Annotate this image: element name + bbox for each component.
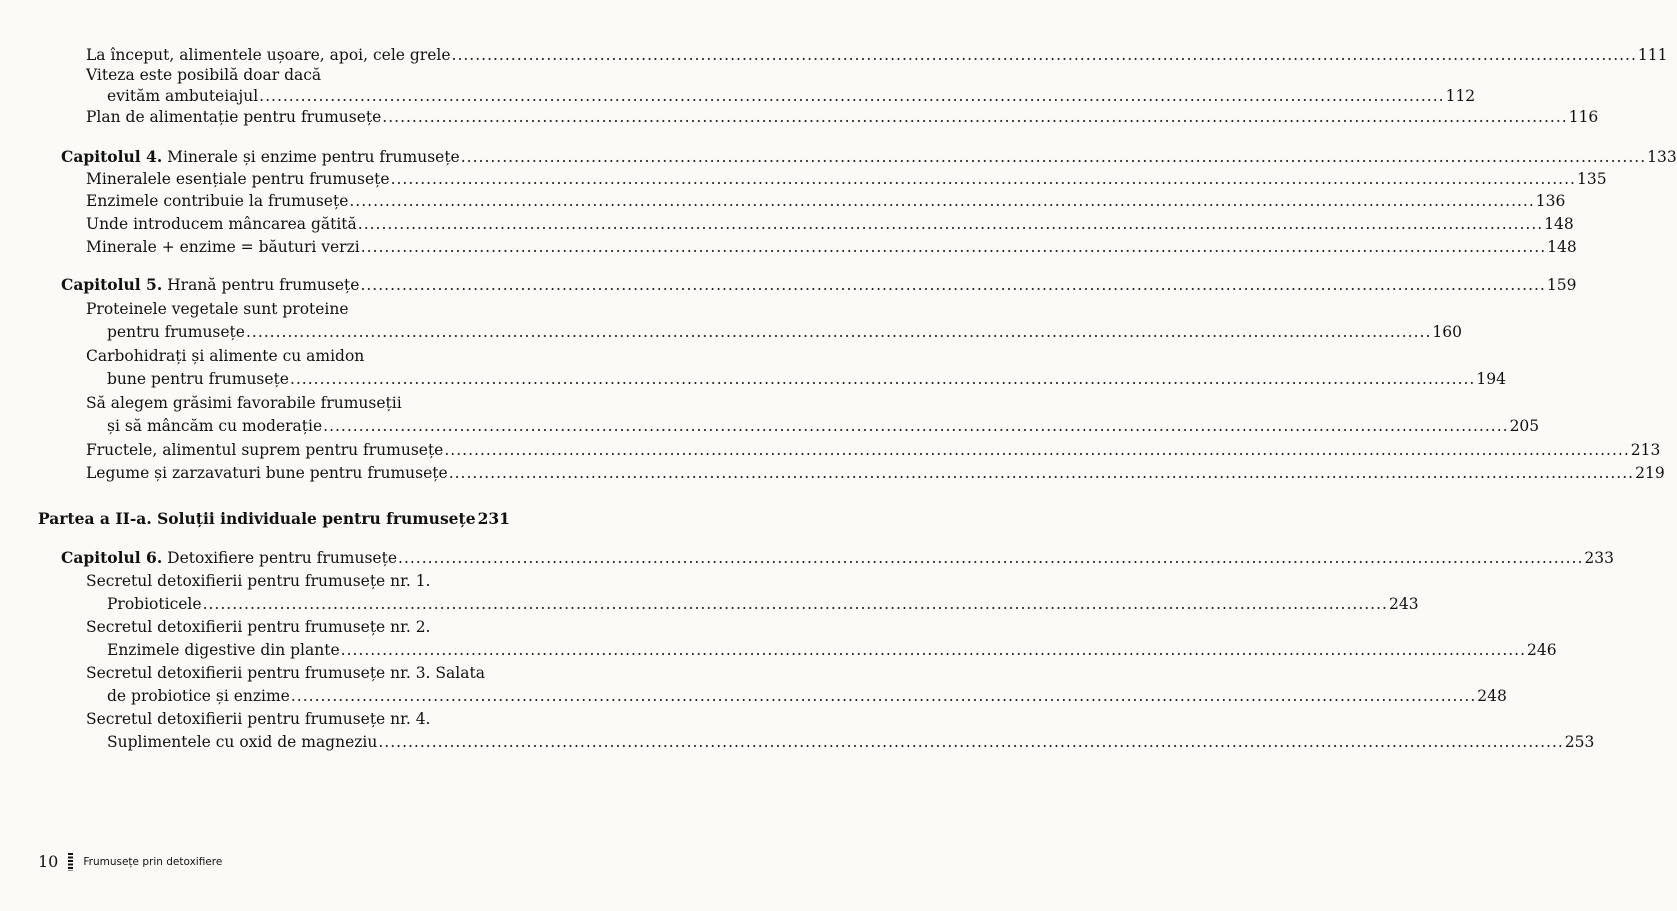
toc-entry-text: Secretul detoxifierii pentru frumusețe nr. 4. xyxy=(86,710,431,728)
page-ref: 243 xyxy=(1388,595,1419,613)
toc-label xyxy=(107,369,289,389)
toc-label xyxy=(107,732,377,752)
toc-label-text: Minerale și enzime pentru frumusețe xyxy=(162,148,460,166)
toc-label xyxy=(86,169,390,189)
toc-label-text: Probioticele xyxy=(107,595,202,613)
leader-dots: ........................................................................................................................................................................................................ xyxy=(444,441,1630,459)
toc-label-text: La început, alimentele ușoare, apoi, cele grele xyxy=(86,46,451,64)
leader-dots: ........................................................................................................................................................................................................ xyxy=(357,215,1544,233)
toc-label xyxy=(107,686,290,706)
page-ref: 133 xyxy=(1647,148,1677,166)
toc-entry xyxy=(86,191,1566,211)
toc-label-text: Legume și zarzavaturi bune pentru frumusețe xyxy=(86,464,448,482)
leader-dots: ........................................................................................................................................................................................................ xyxy=(390,170,1576,188)
toc-entry-text: Carbohidrați și alimente cu amidon xyxy=(86,347,365,365)
toc-chapter xyxy=(61,275,1577,295)
toc-label-text: Enzimele contribuie la frumusețe xyxy=(86,192,349,210)
leader-dots: ........................................................................................................................................................................................................ xyxy=(349,192,1535,210)
toc-label-text: Minerale + enzime = băuturi verzi xyxy=(86,238,360,256)
toc-label xyxy=(86,45,451,65)
leader-dots: ........................................................................................................................................................................................................ xyxy=(340,641,1527,659)
toc-label xyxy=(107,416,322,436)
toc-entry-text: Viteza este posibilă doar dacă xyxy=(86,66,322,84)
page-ref: 135 xyxy=(1576,170,1607,188)
chapter-number: Capitolul 6. xyxy=(61,548,163,567)
toc-chapter xyxy=(61,147,1677,167)
toc-label-text: de probiotice și enzime xyxy=(107,687,290,705)
page-ref: 246 xyxy=(1527,641,1557,659)
toc-entry xyxy=(86,169,1607,189)
leader-dots: ........................................................................................................................................................................................................ xyxy=(202,595,1388,613)
chapter-number: Capitolul 5. xyxy=(61,275,163,294)
toc-chapter xyxy=(61,548,1615,568)
page-footer xyxy=(38,852,222,871)
toc-label xyxy=(86,214,357,234)
toc-entry-text: Să alegem grăsimi favorabile frumuseții xyxy=(86,394,402,412)
toc-entry-text: Secretul detoxifierii pentru frumusețe nr. 3. Salata xyxy=(86,664,485,682)
leader-dots: ........................................................................................................................................................................................................ xyxy=(289,370,1476,388)
page-ref: 248 xyxy=(1477,687,1507,705)
toc-label xyxy=(86,191,348,211)
toc-label-text: și să mâncăm cu moderație xyxy=(107,417,323,435)
leader-dots: ........................................................................................................................................................................................................ xyxy=(398,549,1584,567)
toc-label-text: bune pentru frumusețe xyxy=(107,370,289,388)
toc-label-text: Plan de alimentație pentru frumusețe xyxy=(86,108,382,126)
page-ref: 233 xyxy=(1584,549,1615,567)
leader-dots: ........................................................................................................................................................................................................ xyxy=(378,733,1564,751)
toc-entry xyxy=(86,107,1599,127)
toc-entry xyxy=(86,463,1665,483)
toc-label-text: Enzimele digestive din plante xyxy=(107,641,340,659)
leader-dots: ........................................................................................................................................................................................................ xyxy=(290,687,1477,705)
toc-label-text: Suplimentele cu oxid de magneziu xyxy=(107,733,378,751)
page-ref: 205 xyxy=(1509,417,1540,435)
toc-entry xyxy=(107,594,1419,614)
toc-label xyxy=(38,509,476,529)
toc-label-text: Partea a II-a. Soluții individuale pentru frumusețe xyxy=(38,509,476,528)
leader-dots: ........................................................................................................................................................................................................ xyxy=(323,417,1509,435)
toc-label-text: evităm ambuteiajul xyxy=(107,87,259,105)
leader-dots: ........................................................................................................................................................................................................ xyxy=(360,238,1547,256)
toc-label-text: Unde introducem mâncarea gătită xyxy=(86,215,357,233)
page-ref: 231 xyxy=(477,509,510,528)
toc-label xyxy=(86,463,448,483)
page-ref: 148 xyxy=(1544,215,1574,233)
page-ref: 111 xyxy=(1637,46,1668,64)
toc-label-text: Fructele, alimentul suprem pentru frumusețe xyxy=(86,441,444,459)
toc-entry xyxy=(107,732,1595,752)
toc-entry xyxy=(86,214,1574,234)
toc-entry xyxy=(86,45,1668,65)
toc-entry xyxy=(86,237,1577,257)
toc-entry xyxy=(86,440,1661,460)
toc-entry xyxy=(107,322,1462,342)
toc-entry-text: Secretul detoxifierii pentru frumusețe nr. 2. xyxy=(86,618,431,636)
toc-label-text: Detoxifiere pentru frumusețe xyxy=(162,549,398,567)
toc-entry-text: Secretul detoxifierii pentru frumusețe nr. 1. xyxy=(86,572,431,590)
toc-entry xyxy=(107,686,1507,706)
toc-label xyxy=(86,107,381,127)
toc-label-text: pentru frumusețe xyxy=(107,323,245,341)
toc-label-text: Mineralele esențiale pentru frumusețe xyxy=(86,170,390,188)
toc-entry xyxy=(107,369,1506,389)
leader-dots: ........................................................................................................................................................................................................ xyxy=(460,148,1647,166)
running-title: Frumusețe prin detoxifiere xyxy=(83,855,223,868)
page-ref: 213 xyxy=(1630,441,1661,459)
page-ref: 136 xyxy=(1535,192,1566,210)
leader-dots: ........................................................................................................................................................................................................ xyxy=(382,108,1568,126)
toc-entry xyxy=(107,640,1557,660)
page-number: 10 xyxy=(38,852,59,871)
chapter-number: Capitolul 4. xyxy=(61,147,163,166)
toc-label xyxy=(107,86,258,106)
leader-dots: ........................................................................................................................................................................................................ xyxy=(360,276,1546,294)
page-ref: 219 xyxy=(1635,464,1665,482)
toc-entry xyxy=(107,416,1540,436)
toc-label-text: Hrană pentru frumusețe xyxy=(162,276,360,294)
page-ref: 253 xyxy=(1564,733,1595,751)
toc-label xyxy=(107,640,340,660)
toc-label xyxy=(86,237,360,257)
toc-entry xyxy=(107,86,1476,106)
page-ref: 160 xyxy=(1432,323,1462,341)
leader-dots: ........................................................................................................................................................................................................ xyxy=(448,464,1635,482)
footer-bar-icon xyxy=(68,853,73,871)
leader-dots: ........................................................................................................................................................................................................ xyxy=(245,323,1432,341)
toc-label xyxy=(61,147,460,167)
toc-label xyxy=(61,548,397,568)
toc-label xyxy=(107,322,245,342)
leader-dots: ........................................................................................................................................................................................................ xyxy=(451,46,1637,64)
page-ref: 159 xyxy=(1546,276,1577,294)
toc-label xyxy=(107,594,202,614)
leader-dots: ........................................................................................................................................................................................................ xyxy=(259,87,1445,105)
page-ref: 116 xyxy=(1568,108,1599,126)
toc-label xyxy=(86,440,443,460)
toc-part xyxy=(38,509,510,529)
toc-entry-text: Proteinele vegetale sunt proteine xyxy=(86,300,349,318)
page-ref: 194 xyxy=(1476,370,1506,388)
page-ref: 112 xyxy=(1445,87,1476,105)
page-ref: 148 xyxy=(1547,238,1577,256)
toc-label xyxy=(61,275,359,295)
